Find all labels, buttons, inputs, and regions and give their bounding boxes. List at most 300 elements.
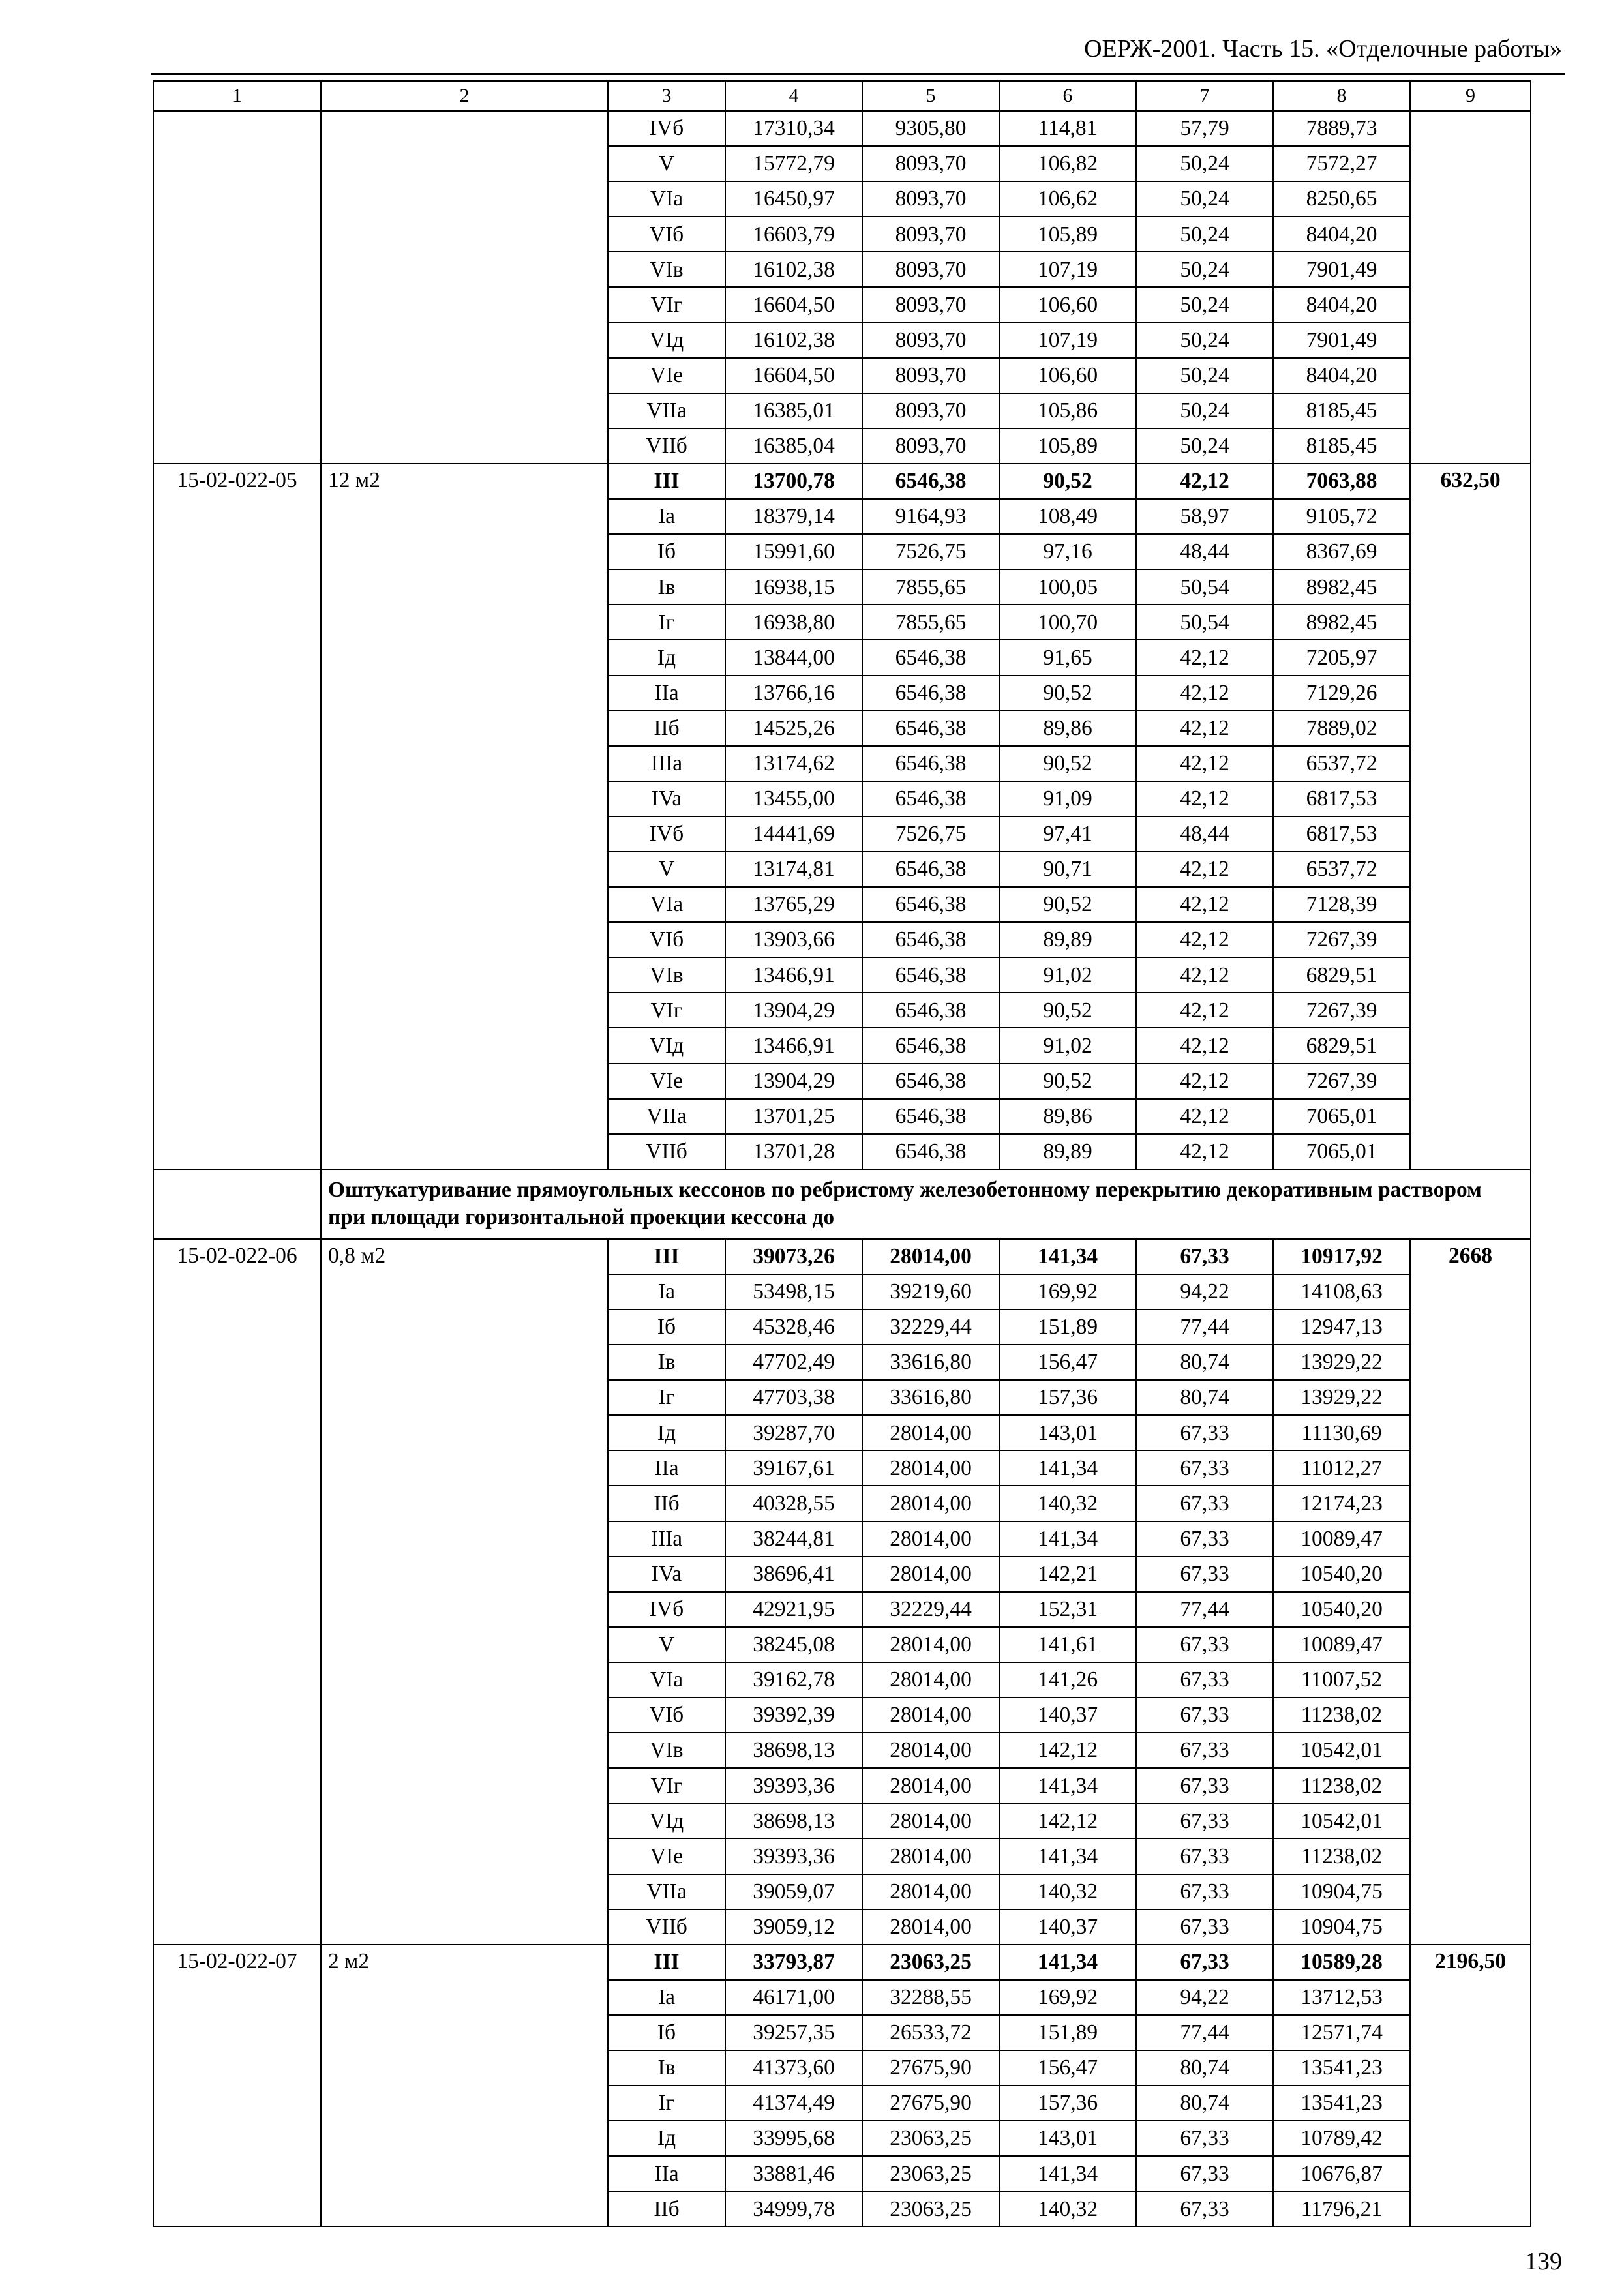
value-col8: 12571,74 — [1273, 2015, 1410, 2050]
value-col6: 140,37 — [999, 1909, 1136, 1945]
value-col5: 28014,00 — [862, 1557, 999, 1592]
region-code: Iд — [608, 2121, 725, 2156]
value-col5: 6546,38 — [862, 852, 999, 887]
value-col8: 10789,42 — [1273, 2121, 1410, 2156]
value-col5: 28014,00 — [862, 1450, 999, 1486]
value-col7: 77,44 — [1136, 1592, 1273, 1627]
rate-code: 15-02-022-05 — [153, 464, 321, 1169]
value-col4: 38244,81 — [725, 1521, 862, 1557]
region-code: VIa — [608, 887, 725, 922]
value-col4: 53498,15 — [725, 1274, 862, 1309]
value-col8: 7889,73 — [1273, 111, 1410, 146]
value-col6: 91,02 — [999, 1028, 1136, 1063]
value-col5: 27675,90 — [862, 2086, 999, 2121]
value-col4: 16938,15 — [725, 569, 862, 605]
value-col7: 67,33 — [1136, 1662, 1273, 1698]
value-col8: 7205,97 — [1273, 640, 1410, 675]
value-col7: 42,12 — [1136, 852, 1273, 887]
value-col8: 7129,26 — [1273, 676, 1410, 711]
value-col5: 23063,25 — [862, 2121, 999, 2156]
value-col5: 32229,44 — [862, 1309, 999, 1345]
value-col6: 89,86 — [999, 711, 1136, 746]
region-code: Iг — [608, 1380, 725, 1415]
value-col4: 13904,29 — [725, 1064, 862, 1099]
region-code: VIд — [608, 323, 725, 358]
value-col5: 6546,38 — [862, 1064, 999, 1099]
value-col8: 6829,51 — [1273, 957, 1410, 993]
value-col4: 39059,12 — [725, 1909, 862, 1945]
region-code: Ia — [608, 1274, 725, 1309]
value-col7: 50,24 — [1136, 252, 1273, 287]
region-code: IVб — [608, 816, 725, 852]
value-col6: 152,31 — [999, 1592, 1136, 1627]
region-code: V — [608, 1627, 725, 1662]
value-col7: 67,33 — [1136, 1909, 1273, 1945]
value-col5: 27675,90 — [862, 2050, 999, 2086]
value-col7: 50,54 — [1136, 569, 1273, 605]
value-col8: 6817,53 — [1273, 816, 1410, 852]
value-col4: 15772,79 — [725, 146, 862, 181]
value-col5: 6546,38 — [862, 676, 999, 711]
region-code: III — [608, 1239, 725, 1274]
value-col4: 13766,16 — [725, 676, 862, 711]
value-col4: 39167,61 — [725, 1450, 862, 1486]
value-col8: 11238,02 — [1273, 1698, 1410, 1733]
value-col7: 67,33 — [1136, 1945, 1273, 1980]
value-col8: 13712,53 — [1273, 1980, 1410, 2015]
value-col5: 28014,00 — [862, 1239, 999, 1274]
value-col6: 143,01 — [999, 1415, 1136, 1450]
value-col6: 140,37 — [999, 1698, 1136, 1733]
value-col8: 11130,69 — [1273, 1415, 1410, 1450]
region-code: Iд — [608, 640, 725, 675]
value-col5: 26533,72 — [862, 2015, 999, 2050]
value-col8: 13929,22 — [1273, 1345, 1410, 1380]
value-col6: 106,62 — [999, 181, 1136, 217]
value-col7: 42,12 — [1136, 1028, 1273, 1063]
region-code: VIIa — [608, 393, 725, 428]
region-code: Iб — [608, 1309, 725, 1345]
value-col6: 97,41 — [999, 816, 1136, 852]
value-col4: 13466,91 — [725, 1028, 862, 1063]
value-col6: 141,26 — [999, 1662, 1136, 1698]
value-col7: 50,24 — [1136, 146, 1273, 181]
value-col5: 28014,00 — [862, 1838, 999, 1874]
value-col8: 11238,02 — [1273, 1768, 1410, 1803]
column-number: 5 — [862, 81, 999, 111]
value-col5: 28014,00 — [862, 1415, 999, 1450]
value-col9: 632,50 — [1410, 464, 1531, 1169]
region-code: IVa — [608, 1557, 725, 1592]
value-col5: 8093,70 — [862, 428, 999, 464]
value-col8: 8185,45 — [1273, 428, 1410, 464]
value-col5: 9305,80 — [862, 111, 999, 146]
value-col9 — [1410, 111, 1531, 464]
value-col8: 8404,20 — [1273, 287, 1410, 322]
value-col4: 39287,70 — [725, 1415, 862, 1450]
value-col6: 106,82 — [999, 146, 1136, 181]
region-code: VIг — [608, 993, 725, 1028]
measure-unit: 12 м2 — [321, 464, 608, 1169]
value-col8: 10089,47 — [1273, 1521, 1410, 1557]
value-col8: 6817,53 — [1273, 781, 1410, 816]
value-col8: 13541,23 — [1273, 2050, 1410, 2086]
value-col7: 50,24 — [1136, 358, 1273, 393]
value-col5: 6546,38 — [862, 1134, 999, 1169]
value-col4: 38698,13 — [725, 1733, 862, 1768]
value-col7: 94,22 — [1136, 1980, 1273, 2015]
value-col6: 140,32 — [999, 1874, 1136, 1909]
region-code: IIб — [608, 711, 725, 746]
value-col5: 6546,38 — [862, 957, 999, 993]
value-col8: 10542,01 — [1273, 1733, 1410, 1768]
value-col7: 67,33 — [1136, 2156, 1273, 2191]
value-col9: 2668 — [1410, 1239, 1531, 1945]
value-col8: 10917,92 — [1273, 1239, 1410, 1274]
value-col8: 10904,75 — [1273, 1909, 1410, 1945]
value-col7: 67,33 — [1136, 1803, 1273, 1838]
value-col6: 141,34 — [999, 2156, 1136, 2191]
value-col5: 7855,65 — [862, 569, 999, 605]
value-col4: 13903,66 — [725, 922, 862, 957]
value-col4: 16385,01 — [725, 393, 862, 428]
value-col4: 33995,68 — [725, 2121, 862, 2156]
value-col7: 42,12 — [1136, 922, 1273, 957]
page-number: 139 — [1525, 2248, 1562, 2275]
region-code: Ia — [608, 499, 725, 534]
value-col6: 157,36 — [999, 1380, 1136, 1415]
table-row — [153, 464, 1531, 499]
value-col8: 6537,72 — [1273, 746, 1410, 781]
value-col8: 9105,72 — [1273, 499, 1410, 534]
column-number: 7 — [1136, 81, 1273, 111]
value-col8: 14108,63 — [1273, 1274, 1410, 1309]
value-col6: 142,21 — [999, 1557, 1136, 1592]
value-col7: 50,24 — [1136, 181, 1273, 217]
region-code: VIб — [608, 922, 725, 957]
value-col6: 141,34 — [999, 1239, 1136, 1274]
value-col4: 13700,78 — [725, 464, 862, 499]
value-col7: 42,12 — [1136, 781, 1273, 816]
value-col6: 89,89 — [999, 922, 1136, 957]
region-code: Iв — [608, 1345, 725, 1380]
value-col4: 15991,60 — [725, 534, 862, 569]
value-col5: 8093,70 — [862, 181, 999, 217]
value-col5: 8093,70 — [862, 358, 999, 393]
value-col9: 2196,50 — [1410, 1945, 1531, 2227]
value-col7: 42,12 — [1136, 1099, 1273, 1134]
value-col6: 90,52 — [999, 887, 1136, 922]
value-col4: 40328,55 — [725, 1486, 862, 1521]
value-col7: 42,12 — [1136, 746, 1273, 781]
value-col7: 67,33 — [1136, 1698, 1273, 1733]
value-col4: 13701,28 — [725, 1134, 862, 1169]
region-code: IIa — [608, 676, 725, 711]
value-col6: 141,34 — [999, 1945, 1136, 1980]
value-col6: 90,52 — [999, 676, 1136, 711]
value-col7: 80,74 — [1136, 1380, 1273, 1415]
column-number-row — [153, 81, 1531, 111]
region-code: IIIa — [608, 1521, 725, 1557]
header-rule — [151, 73, 1565, 75]
value-col8: 11238,02 — [1273, 1838, 1410, 1874]
column-number: 8 — [1273, 81, 1410, 111]
region-code: Iг — [608, 2086, 725, 2121]
value-col8: 7063,88 — [1273, 464, 1410, 499]
value-col6: 141,61 — [999, 1627, 1136, 1662]
value-col4: 33793,87 — [725, 1945, 862, 1980]
value-col6: 90,52 — [999, 1064, 1136, 1099]
column-number: 3 — [608, 81, 725, 111]
value-col8: 6537,72 — [1273, 852, 1410, 887]
value-col4: 39393,36 — [725, 1838, 862, 1874]
region-code: VIг — [608, 1768, 725, 1803]
region-code: Iв — [608, 569, 725, 605]
value-col7: 42,12 — [1136, 887, 1273, 922]
region-code: III — [608, 464, 725, 499]
value-col5: 6546,38 — [862, 922, 999, 957]
value-col4: 45328,46 — [725, 1309, 862, 1345]
region-code: VIa — [608, 1662, 725, 1698]
value-col6: 91,02 — [999, 957, 1136, 993]
region-code: VIб — [608, 217, 725, 252]
value-col7: 50,24 — [1136, 393, 1273, 428]
value-col7: 67,33 — [1136, 1450, 1273, 1486]
region-code: VIe — [608, 358, 725, 393]
value-col4: 13844,00 — [725, 640, 862, 675]
value-col5: 6546,38 — [862, 887, 999, 922]
value-col5: 28014,00 — [862, 1521, 999, 1557]
region-code: IIб — [608, 2191, 725, 2226]
value-col4: 38245,08 — [725, 1627, 862, 1662]
value-col7: 80,74 — [1136, 2050, 1273, 2086]
region-code: V — [608, 146, 725, 181]
value-col5: 28014,00 — [862, 1803, 999, 1838]
value-col8: 7901,49 — [1273, 252, 1410, 287]
value-col5: 7855,65 — [862, 605, 999, 640]
value-col7: 67,33 — [1136, 1239, 1273, 1274]
value-col4: 39073,26 — [725, 1239, 862, 1274]
value-col4: 47702,49 — [725, 1345, 862, 1380]
value-col5: 33616,80 — [862, 1345, 999, 1380]
value-col7: 42,12 — [1136, 1064, 1273, 1099]
region-code: VIIб — [608, 1134, 725, 1169]
value-col4: 47703,38 — [725, 1380, 862, 1415]
value-col8: 7889,02 — [1273, 711, 1410, 746]
value-col7: 67,33 — [1136, 1415, 1273, 1450]
value-col5: 28014,00 — [862, 1768, 999, 1803]
value-col6: 140,32 — [999, 2191, 1136, 2226]
region-code: VIIa — [608, 1874, 725, 1909]
value-col8: 10089,47 — [1273, 1627, 1410, 1662]
value-col8: 7065,01 — [1273, 1134, 1410, 1169]
value-col8: 13929,22 — [1273, 1380, 1410, 1415]
value-col6: 141,34 — [999, 1768, 1136, 1803]
value-col7: 77,44 — [1136, 1309, 1273, 1345]
value-col6: 169,92 — [999, 1274, 1136, 1309]
table-row — [153, 1239, 1531, 1274]
value-col7: 67,33 — [1136, 1874, 1273, 1909]
value-col7: 67,33 — [1136, 1838, 1273, 1874]
region-code: Iб — [608, 2015, 725, 2050]
value-col4: 13455,00 — [725, 781, 862, 816]
value-col4: 39392,39 — [725, 1698, 862, 1733]
value-col4: 38696,41 — [725, 1557, 862, 1592]
value-col5: 23063,25 — [862, 2191, 999, 2226]
value-col5: 23063,25 — [862, 1945, 999, 1980]
value-col5: 28014,00 — [862, 1627, 999, 1662]
value-col4: 16604,50 — [725, 358, 862, 393]
value-col7: 50,24 — [1136, 323, 1273, 358]
value-col4: 34999,78 — [725, 2191, 862, 2226]
column-number: 1 — [153, 81, 321, 111]
value-col4: 41374,49 — [725, 2086, 862, 2121]
column-number: 4 — [725, 81, 862, 111]
value-col4: 13765,29 — [725, 887, 862, 922]
value-col4: 33881,46 — [725, 2156, 862, 2191]
value-col8: 7128,39 — [1273, 887, 1410, 922]
value-col4: 16102,38 — [725, 323, 862, 358]
value-col5: 33616,80 — [862, 1380, 999, 1415]
value-col5: 8093,70 — [862, 146, 999, 181]
value-col4: 16102,38 — [725, 252, 862, 287]
value-col7: 67,33 — [1136, 1521, 1273, 1557]
value-col5: 6546,38 — [862, 993, 999, 1028]
value-col6: 97,16 — [999, 534, 1136, 569]
region-code: Ia — [608, 1980, 725, 2015]
value-col5: 28014,00 — [862, 1698, 999, 1733]
value-col7: 94,22 — [1136, 1274, 1273, 1309]
value-col6: 106,60 — [999, 358, 1136, 393]
value-col4: 13174,81 — [725, 852, 862, 887]
value-col7: 42,12 — [1136, 957, 1273, 993]
value-col4: 13904,29 — [725, 993, 862, 1028]
value-col6: 156,47 — [999, 2050, 1136, 2086]
measure-unit: 0,8 м2 — [321, 1239, 608, 1945]
value-col8: 10542,01 — [1273, 1803, 1410, 1838]
value-col7: 57,79 — [1136, 111, 1273, 146]
value-col4: 18379,14 — [725, 499, 862, 534]
value-col7: 67,33 — [1136, 2121, 1273, 2156]
value-col7: 50,24 — [1136, 217, 1273, 252]
value-col8: 10540,20 — [1273, 1557, 1410, 1592]
region-code: VIIб — [608, 428, 725, 464]
value-col8: 8982,45 — [1273, 605, 1410, 640]
value-col8: 13541,23 — [1273, 2086, 1410, 2121]
value-col7: 80,74 — [1136, 1345, 1273, 1380]
value-col8: 8185,45 — [1273, 393, 1410, 428]
value-col5: 8093,70 — [862, 393, 999, 428]
value-col7: 42,12 — [1136, 464, 1273, 499]
region-code: VIIб — [608, 1909, 725, 1945]
value-col4: 41373,60 — [725, 2050, 862, 2086]
region-code: III — [608, 1945, 725, 1980]
value-col6: 151,89 — [999, 2015, 1136, 2050]
value-col5: 23063,25 — [862, 2156, 999, 2191]
value-col5: 6546,38 — [862, 464, 999, 499]
price-table-body — [153, 81, 1531, 2226]
value-col5: 8093,70 — [862, 323, 999, 358]
rate-code: 15-02-022-06 — [153, 1239, 321, 1945]
region-code: IVб — [608, 1592, 725, 1627]
value-col8: 12174,23 — [1273, 1486, 1410, 1521]
value-col4: 13701,25 — [725, 1099, 862, 1134]
page-header-title: ОЕРЖ-2001. Часть 15. «Отделочные работы» — [1084, 35, 1562, 63]
region-code: V — [608, 852, 725, 887]
value-col4: 13174,62 — [725, 746, 862, 781]
value-col7: 50,24 — [1136, 428, 1273, 464]
value-col6: 100,70 — [999, 605, 1136, 640]
value-col4: 42921,95 — [725, 1592, 862, 1627]
region-code: Iб — [608, 534, 725, 569]
value-col7: 42,12 — [1136, 676, 1273, 711]
value-col7: 67,33 — [1136, 1768, 1273, 1803]
value-col6: 90,52 — [999, 746, 1136, 781]
section-heading-row — [153, 1169, 1531, 1239]
value-col8: 12947,13 — [1273, 1309, 1410, 1345]
value-col6: 90,52 — [999, 993, 1136, 1028]
value-col7: 67,33 — [1136, 1627, 1273, 1662]
value-col5: 6546,38 — [862, 781, 999, 816]
value-col5: 32288,55 — [862, 1980, 999, 2015]
value-col8: 8404,20 — [1273, 358, 1410, 393]
value-col6: 141,34 — [999, 1450, 1136, 1486]
region-code: IVб — [608, 111, 725, 146]
region-code: Iд — [608, 1415, 725, 1450]
region-code: VIIa — [608, 1099, 725, 1134]
value-col6: 140,32 — [999, 1486, 1136, 1521]
measure-unit — [321, 111, 608, 464]
section-heading: Оштукатуривание прямоугольных кессонов по ребристому железобетонному перекрытию декоративным раствором при площади горизонтальной проекции кессона до — [321, 1169, 1531, 1239]
column-number: 6 — [999, 81, 1136, 111]
region-code: Iг — [608, 605, 725, 640]
value-col5: 28014,00 — [862, 1733, 999, 1768]
value-col5: 8093,70 — [862, 287, 999, 322]
rate-code: 15-02-022-07 — [153, 1945, 321, 2227]
value-col8: 8404,20 — [1273, 217, 1410, 252]
value-col6: 105,86 — [999, 393, 1136, 428]
value-col5: 6546,38 — [862, 640, 999, 675]
value-col6: 89,86 — [999, 1099, 1136, 1134]
value-col4: 16603,79 — [725, 217, 862, 252]
value-col7: 67,33 — [1136, 1557, 1273, 1592]
value-col7: 42,12 — [1136, 711, 1273, 746]
region-code: VIa — [608, 181, 725, 217]
value-col6: 142,12 — [999, 1803, 1136, 1838]
value-col4: 17310,34 — [725, 111, 862, 146]
section-spacer-cell — [153, 1169, 321, 1239]
value-col6: 105,89 — [999, 428, 1136, 464]
value-col4: 39393,36 — [725, 1768, 862, 1803]
value-col8: 7572,27 — [1273, 146, 1410, 181]
value-col6: 169,92 — [999, 1980, 1136, 2015]
value-col6: 107,19 — [999, 323, 1136, 358]
value-col8: 7267,39 — [1273, 922, 1410, 957]
value-col4: 16938,80 — [725, 605, 862, 640]
value-col6: 151,89 — [999, 1309, 1136, 1345]
value-col5: 39219,60 — [862, 1274, 999, 1309]
value-col5: 28014,00 — [862, 1662, 999, 1698]
value-col4: 38698,13 — [725, 1803, 862, 1838]
value-col6: 90,71 — [999, 852, 1136, 887]
value-col8: 10676,87 — [1273, 2156, 1410, 2191]
price-table — [153, 80, 1531, 2227]
region-code: IIa — [608, 1450, 725, 1486]
value-col7: 80,74 — [1136, 2086, 1273, 2121]
value-col8: 10589,28 — [1273, 1945, 1410, 1980]
value-col8: 8367,69 — [1273, 534, 1410, 569]
value-col8: 7267,39 — [1273, 993, 1410, 1028]
